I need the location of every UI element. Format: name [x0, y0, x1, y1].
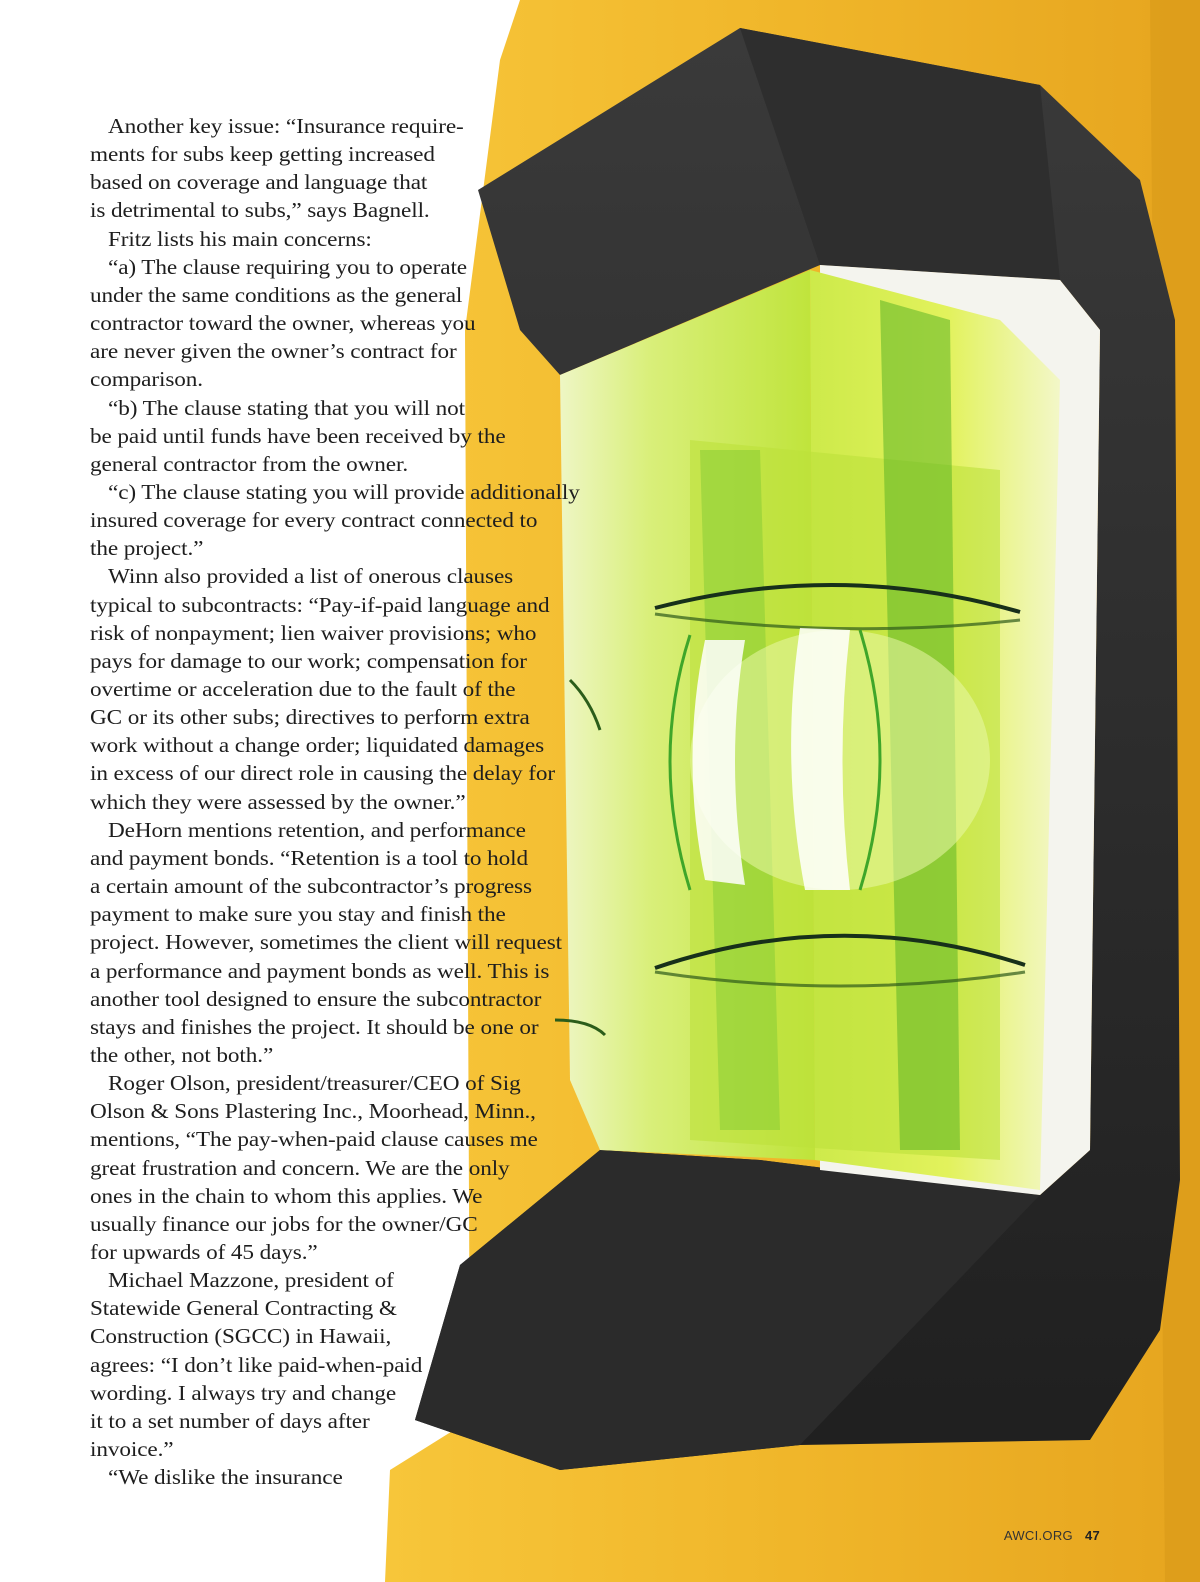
article-line: invoice.”: [90, 1437, 174, 1461]
article-line: are never given the owner’s contract for: [90, 339, 457, 363]
article-line: “a) The clause requiring you to operate: [108, 255, 467, 279]
article-line: the project.”: [90, 536, 204, 560]
article-line: project. However, sometimes the client will request: [90, 930, 563, 954]
article-line: pays for damage to our work; compensation for: [90, 649, 527, 673]
article-line: ones in the chain to whom this applies. We: [90, 1184, 483, 1208]
article-line: Statewide General Contracting &: [90, 1296, 397, 1320]
article-line: Another key issue: “Insurance require-: [108, 114, 464, 138]
article-line: Olson & Sons Plastering Inc., Moorhead, Minn.,: [90, 1099, 536, 1123]
article-line: Michael Mazzone, president of: [108, 1268, 394, 1292]
article-line: overtime or acceleration due to the fault of the: [90, 677, 516, 701]
article-line: mentions, “The pay-when-paid clause causes me: [90, 1127, 538, 1151]
article-line: a certain amount of the subcontractor’s progress: [90, 874, 532, 898]
article-line: usually finance our jobs for the owner/GC: [90, 1212, 478, 1236]
article-line: and payment bonds. “Retention is a tool to hold: [90, 846, 528, 870]
article-line: great frustration and concern. We are the only: [90, 1156, 510, 1180]
article-line: insured coverage for every contract connected to: [90, 508, 538, 532]
article-line: agrees: “I don’t like paid-when-paid: [90, 1353, 423, 1377]
article-line: wording. I always try and change: [90, 1381, 397, 1405]
article-line: risk of nonpayment; lien waiver provisions; who: [90, 621, 537, 645]
article-line: Winn also provided a list of onerous clauses: [108, 564, 514, 588]
article-line: Fritz lists his main concerns:: [108, 227, 372, 251]
footer-site: AWCI.ORG: [1003, 1528, 1073, 1543]
article-line: stays and finishes the project. It should be one or: [90, 1015, 539, 1039]
article-line: comparison.: [90, 367, 203, 391]
article-line: under the same conditions as the general: [90, 283, 463, 307]
page-footer: [1004, 1528, 1100, 1543]
article-line: GC or its other subs; directives to perform extra: [90, 705, 530, 729]
article-line: DeHorn mentions retention, and performance: [108, 818, 526, 842]
article-line: payment to make sure you stay and finish the: [90, 902, 506, 926]
article-line: “c) The clause stating you will provide additionally: [108, 480, 580, 504]
article-line: is detrimental to subs,” says Bagnell.: [90, 198, 430, 222]
article-line: Construction (SGCC) in Hawaii,: [90, 1324, 392, 1348]
article-line: work without a change order; liquidated damages: [90, 733, 545, 757]
article-line: “b) The clause stating that you will not: [108, 396, 466, 420]
article-line: contractor toward the owner, whereas you: [90, 311, 476, 335]
article-line: “We dislike the insurance: [108, 1465, 343, 1489]
article-line: Roger Olson, president/treasurer/CEO of Sig: [108, 1071, 521, 1095]
page-number: 47: [1084, 1528, 1100, 1543]
article-line: which they were assessed by the owner.”: [90, 790, 466, 814]
article-line: another tool designed to ensure the subcontractor: [90, 987, 542, 1011]
article-line: typical to subcontracts: “Pay-if-paid language and: [90, 593, 550, 617]
article-line: general contractor from the owner.: [90, 452, 409, 476]
article-line: for upwards of 45 days.”: [90, 1240, 318, 1264]
article-line: ments for subs keep getting increased: [90, 142, 435, 166]
article-line: in excess of our direct role in causing the delay for: [90, 761, 555, 785]
article-line: based on coverage and language that: [90, 170, 428, 194]
article-line: be paid until funds have been received by the: [90, 424, 506, 448]
article-line: it to a set number of days after: [90, 1409, 370, 1433]
article-line: a performance and payment bonds as well. This is: [90, 959, 550, 983]
article-line: the other, not both.”: [90, 1043, 274, 1067]
